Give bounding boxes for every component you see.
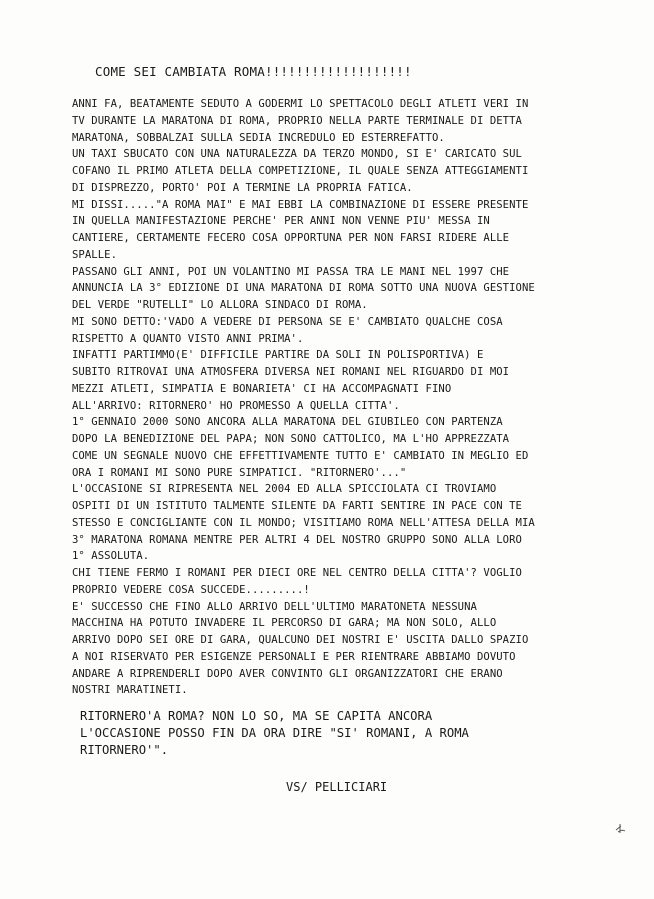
body-line: A NOI RISERVATO PER ESIGENZE PERSONALI E PER RIENTRARE ABBIAMO DOVUTO [72, 650, 516, 663]
body-line: 1° ASSOLUTA. [72, 550, 150, 563]
body-line: 1° GENNAIO 2000 SONO ANCORA ALLA MARATONA DEL GIUBILEO CON PARTENZA [72, 416, 503, 429]
body-line: L'OCCASIONE SI RIPRESENTA NEL 2004 ED ALLA SPICCIOLATA CI TROVIAMO [72, 483, 497, 496]
body-line: OSPITI DI UN ISTITUTO TALMENTE SILENTE DA FARTI SENTIRE IN PACE CON TE [72, 500, 522, 512]
body-line: COME UN SEGNALE NUOVO CHE EFFETTIVAMENTE TUTTO E' CAMBIATO IN MEGLIO ED [72, 449, 529, 462]
body-line: ORA I ROMANI MI SONO PURE SIMPATICI. "RITORNERO'..." [72, 466, 407, 479]
body-line: ARRIVO DOPO SEI ORE DI GARA, QUALCUNO DEI NOSTRI E' USCITA DALLO SPAZIO [72, 634, 529, 646]
body-line: COFANO IL PRIMO ATLETA DELLA COMPETIZIONE, IL QUALE SENZA ATTEGGIAMENTI [72, 165, 529, 177]
body-line: DOPO LA BENEDIZIONE DEL PAPA; NON SONO CATTOLICO, MA L'HO APPREZZATA [72, 433, 510, 445]
body-line: DEL VERDE "RUTELLI" LO ALLORA SINDACO DI ROMA. [72, 299, 368, 311]
body-line: MACCHINA HA POTUTO INVADERE IL PERCORSO DI GARA; MA NON SOLO, ALLO [72, 617, 497, 630]
document-closing [80, 708, 600, 759]
body-line: NOSTRI MARATINETI. [72, 684, 188, 697]
body-line: INFATTI PARTIMMO(E' DIFFICILE PARTIRE DA SOLI IN POLISPORTIVA) E [72, 349, 484, 362]
body-line: ANDARE A RIPRENDERLI DOPO AVER CONVINTO GLI ORGANIZZATORI CHE ERANO [72, 667, 503, 680]
closing-line: RITORNERO'A ROMA? NON LO SO, MA SE CAPITA ANCORA [80, 709, 433, 723]
body-line: DI DISPREZZO, PORTO' POI A TERMINE LA PROPRIA FATICA. [72, 181, 413, 194]
body-line: MI DISSI....."A ROMA MAI" E MAI EBBI LA COMBINAZIONE DI ESSERE PRESENTE [72, 198, 529, 211]
body-line: STESSO E CONCIGLIANTE CON IL MONDO; VISITIAMO ROMA NELL'ATTESA DELLA MIA [72, 516, 535, 529]
body-line: PROPRIO VEDERE COSA SUCCEDE.........! [72, 583, 310, 596]
body-line: E' SUCCESSO CHE FINO ALLO ARRIVO DELL'ULTIMO MARATONETA NESSUNA [72, 600, 477, 613]
body-line: ANNI FA, BEATAMENTE SEDUTO A GODERMI LO SPETTACOLO DEGLI ATLETI VERI IN [72, 98, 529, 110]
body-line: MEZZI ATLETI, SIMPATIA E BONARIETA' CI HA ACCOMPAGNATI FINO [72, 382, 452, 395]
closing-line: L'OCCASIONE POSSO FIN DA ORA DIRE "SI' ROMANI, A ROMA [80, 726, 469, 740]
body-line: ALL'ARRIVO: RITORNERO' HO PROMESSO A QUELLA CITTA'. [72, 399, 400, 412]
ink-mark [612, 820, 628, 836]
body-line: MI SONO DETTO:'VADO A VEDERE DI PERSONA SE E' CAMBIATO QUALCHE COSA [72, 315, 503, 328]
body-line: UN TAXI SBUCATO CON UNA NATURALEZZA DA TERZO MONDO, SI E' CARICATO SUL [72, 148, 522, 161]
body-line: CANTIERE, CERTAMENTE FECERO COSA OPPORTUNA PER NON FARSI RIDERE ALLE [72, 232, 510, 244]
body-line: RISPETTO A QUANTO VISTO ANNI PRIMA'. [72, 332, 304, 345]
body-line: PASSANO GLI ANNI, POI UN VOLANTINO MI PASSA TRA LE MANI NEL 1997 CHE [72, 265, 510, 278]
body-line: ANNUNCIA LA 3° EDIZIONE DI UNA MARATONA DI ROMA SOTTO UNA NUOVA GESTIONE [72, 282, 535, 295]
body-line: TV DURANTE LA MARATONA DI ROMA, PROPRIO NELLA PARTE TERMINALE DI DETTA [72, 114, 522, 127]
body-line: SPALLE. [72, 248, 117, 261]
body-line: 3° MARATONA ROMANA MENTRE PER ALTRI 4 DEL NOSTRO GRUPPO SONO ALLA LORO [72, 533, 522, 546]
document-title: COME SEI CAMBIATA ROMA!!!!!!!!!!!!!!!!!!! [95, 64, 412, 79]
body-line: CHI TIENE FERMO I ROMANI PER DIECI ORE NEL CENTRO DELLA CITTA'? VOGLIO [72, 567, 522, 579]
body-line: SUBITO RITROVAI UNA ATMOSFERA DIVERSA NEI ROMANI NEL RIGUARDO DI MOI [72, 366, 510, 378]
signature: VS/ PELLICIARI [286, 780, 388, 794]
document-body [72, 96, 632, 699]
body-line: IN QUELLA MANIFESTAZIONE PERCHE' PER ANNI NON VENNE PIU' MESSA IN [72, 215, 490, 228]
body-line: MARATONA, SOBBALZAI SULLA SEDIA INCREDULO ED ESTERREFATTO. [72, 131, 445, 144]
closing-line: RITORNERO'". [80, 743, 169, 757]
